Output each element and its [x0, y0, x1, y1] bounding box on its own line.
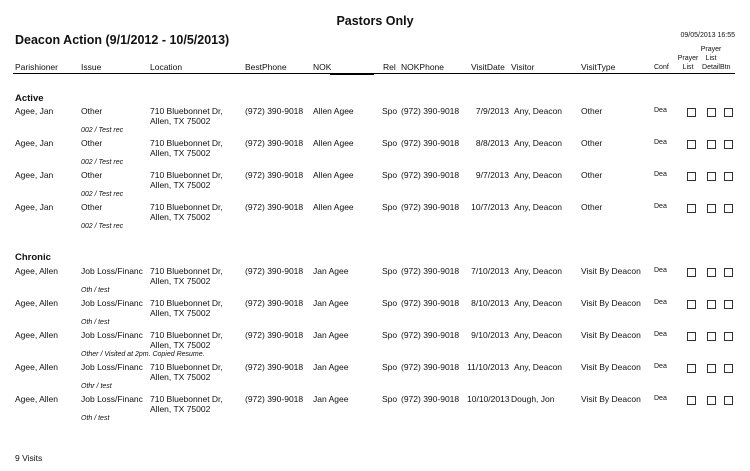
- btn-checkbox[interactable]: [724, 332, 733, 341]
- cell-rel: Spo: [382, 170, 398, 180]
- cell-issue: Job Loss/Financ: [81, 330, 143, 340]
- prayer-list-detail-checkbox[interactable]: [707, 172, 716, 181]
- col-visit-type: VisitType: [581, 62, 616, 72]
- cell-issue: Job Loss/Financ: [81, 266, 143, 276]
- col-prayer-list-detail-line2: List: [705, 55, 717, 62]
- cell-note: 002 / Test rec: [81, 191, 124, 198]
- cell-rel: Spo: [382, 330, 398, 340]
- cell-visit-date: 9/10/2013: [471, 330, 509, 340]
- cell-best-phone: (972) 390-9018: [245, 298, 304, 308]
- cell-nok-phone: (972) 390-9018: [401, 170, 460, 180]
- prayer-list-checkbox[interactable]: [687, 396, 696, 405]
- cell-nok-phone: (972) 390-9018: [401, 266, 460, 276]
- cell-note: 002 / Test rec: [81, 223, 124, 230]
- cell-visitor: Any, Deacon: [514, 266, 563, 276]
- cell-parishioner: Agee, Jan: [15, 106, 54, 116]
- cell-location-line2: Allen, TX 75002: [150, 116, 211, 126]
- cell-location-line1: 710 Bluebonnet Dr,: [150, 202, 223, 212]
- cell-visit-type: Other: [581, 138, 603, 148]
- cell-conf: Dea: [654, 395, 667, 402]
- section-heading-active: Active: [15, 93, 44, 104]
- cell-conf: Dea: [654, 139, 667, 146]
- cell-best-phone: (972) 390-9018: [245, 106, 304, 116]
- cell-issue: Other: [81, 138, 103, 148]
- cell-visitor: Any, Deacon: [514, 138, 563, 148]
- cell-conf: Dea: [654, 267, 667, 274]
- cell-visit-type: Other: [581, 202, 603, 212]
- col-nok: NOK: [313, 62, 332, 72]
- cell-conf: Dea: [654, 299, 667, 306]
- col-visitor: Visitor: [511, 62, 535, 72]
- cell-note: 002 / Test rec: [81, 159, 124, 166]
- cell-location-line1: 710 Bluebonnet Dr,: [150, 394, 223, 404]
- cell-nok: Jan Agee: [313, 362, 349, 372]
- cell-rel: Spo: [382, 266, 398, 276]
- prayer-list-checkbox[interactable]: [687, 108, 696, 117]
- cell-nok-phone: (972) 390-9018: [401, 330, 460, 340]
- cell-location-line2: Allen, TX 75002: [150, 148, 211, 158]
- cell-visit-type: Visit By Deacon: [581, 266, 641, 276]
- cell-location-line2: Allen, TX 75002: [150, 404, 211, 414]
- cell-conf: Dea: [654, 331, 667, 338]
- cell-conf: Dea: [654, 363, 667, 370]
- report-timestamp: 09/05/2013 16:55: [680, 32, 735, 39]
- cell-nok: Jan Agee: [313, 330, 349, 340]
- prayer-list-checkbox[interactable]: [687, 268, 696, 277]
- cell-nok-phone: (972) 390-9018: [401, 106, 460, 116]
- prayer-list-checkbox[interactable]: [687, 204, 696, 213]
- cell-nok: Jan Agee: [313, 394, 349, 404]
- cell-nok-phone: (972) 390-9018: [401, 298, 460, 308]
- btn-checkbox[interactable]: [724, 172, 733, 181]
- cell-best-phone: (972) 390-9018: [245, 202, 304, 212]
- cell-best-phone: (972) 390-9018: [245, 362, 304, 372]
- cell-location-line2: Allen, TX 75002: [150, 340, 211, 350]
- cell-location-line1: 710 Bluebonnet Dr,: [150, 138, 223, 148]
- cell-visit-date: 7/10/2013: [471, 266, 509, 276]
- btn-checkbox[interactable]: [724, 140, 733, 149]
- cell-best-phone: (972) 390-9018: [245, 266, 304, 276]
- cell-conf: Dea: [654, 171, 667, 178]
- cell-visit-type: Other: [581, 170, 603, 180]
- cell-rel: Spo: [382, 394, 398, 404]
- cell-parishioner: Agee, Allen: [15, 266, 59, 276]
- cell-note: Other / Visited at 2pm. Copied Resume.: [81, 351, 205, 358]
- btn-checkbox[interactable]: [724, 108, 733, 117]
- btn-checkbox[interactable]: [724, 396, 733, 405]
- prayer-list-checkbox[interactable]: [687, 172, 696, 181]
- cell-visit-date: 8/8/2013: [475, 138, 509, 148]
- col-visit-date: VisitDate: [471, 62, 505, 72]
- col-best-phone: BestPhone: [245, 62, 287, 72]
- cell-issue: Other: [81, 170, 103, 180]
- prayer-list-checkbox[interactable]: [687, 140, 696, 149]
- btn-checkbox[interactable]: [724, 268, 733, 277]
- cell-rel: Spo: [382, 106, 398, 116]
- col-conf: Conf: [654, 64, 669, 71]
- cell-issue: Other: [81, 202, 103, 212]
- prayer-list-detail-checkbox[interactable]: [707, 140, 716, 149]
- col-issue: Issue: [81, 62, 102, 72]
- cell-conf: Dea: [654, 107, 667, 114]
- cell-location-line1: 710 Bluebonnet Dr,: [150, 298, 223, 308]
- report-subtitle: Deacon Action (9/1/2012 - 10/5/2013): [15, 33, 230, 47]
- cell-nok-phone: (972) 390-9018: [401, 202, 460, 212]
- cell-rel: Spo: [382, 298, 398, 308]
- cell-issue: Other: [81, 106, 103, 116]
- cell-nok-phone: (972) 390-9018: [401, 362, 460, 372]
- section-heading-chronic: Chronic: [15, 252, 51, 263]
- cell-visitor: Any, Deacon: [514, 362, 563, 372]
- cell-rel: Spo: [382, 138, 398, 148]
- cell-conf: Dea: [654, 203, 667, 210]
- cell-nok: Allen Agee: [313, 202, 354, 212]
- col-prayer-list-detail-line1: Prayer: [700, 46, 722, 53]
- cell-note: Oth / test: [81, 319, 110, 326]
- cell-location-line2: Allen, TX 75002: [150, 180, 211, 190]
- cell-visitor: Any, Deacon: [514, 202, 563, 212]
- prayer-list-detail-checkbox[interactable]: [707, 108, 716, 117]
- cell-parishioner: Agee, Jan: [15, 138, 54, 148]
- cell-visit-date: 8/10/2013: [471, 298, 509, 308]
- col-btn: Btn: [720, 64, 731, 71]
- cell-visitor: Dough, Jon: [511, 394, 555, 404]
- cell-location-line1: 710 Bluebonnet Dr,: [150, 362, 223, 372]
- cell-issue: Job Loss/Financ: [81, 298, 143, 308]
- cell-parishioner: Agee, Jan: [15, 170, 54, 180]
- report-title: Pastors Only: [336, 14, 414, 28]
- cell-rel: Spo: [382, 202, 398, 212]
- cell-note: 002 / Test rec: [81, 127, 124, 134]
- cell-parishioner: Agee, Jan: [15, 202, 54, 212]
- prayer-list-detail-checkbox[interactable]: [707, 268, 716, 277]
- cell-visit-date: 11/10/2013: [467, 362, 509, 372]
- col-parishioner: Parishioner: [15, 62, 58, 72]
- cell-note: Othr / test: [81, 383, 112, 390]
- cell-nok: Allen Agee: [313, 106, 354, 116]
- header-divider-accent: [330, 73, 374, 75]
- prayer-list-checkbox[interactable]: [687, 332, 696, 341]
- cell-visit-type: Visit By Deacon: [581, 362, 641, 372]
- cell-nok-phone: (972) 390-9018: [401, 138, 460, 148]
- cell-parishioner: Agee, Allen: [15, 394, 59, 404]
- cell-location-line1: 710 Bluebonnet Dr,: [150, 266, 223, 276]
- cell-visit-date: 10/10/2013: [467, 394, 510, 404]
- cell-visit-type: Visit By Deacon: [581, 298, 641, 308]
- cell-nok: Jan Agee: [313, 298, 349, 308]
- prayer-list-detail-checkbox[interactable]: [707, 332, 716, 341]
- cell-nok-phone: (972) 390-9018: [401, 394, 460, 404]
- cell-best-phone: (972) 390-9018: [245, 138, 304, 148]
- col-prayer-list-detail-line3: Detail: [702, 64, 720, 71]
- prayer-list-detail-checkbox[interactable]: [707, 204, 716, 213]
- cell-visit-type: Other: [581, 106, 603, 116]
- cell-parishioner: Agee, Allen: [15, 362, 59, 372]
- btn-checkbox[interactable]: [724, 364, 733, 373]
- cell-visitor: Any, Deacon: [514, 330, 563, 340]
- btn-checkbox[interactable]: [724, 204, 733, 213]
- visit-count: 9 Visits: [15, 453, 43, 463]
- cell-best-phone: (972) 390-9018: [245, 394, 304, 404]
- col-prayer-list-line2: List: [682, 64, 694, 71]
- cell-nok: Allen Agee: [313, 138, 354, 148]
- col-prayer-list-line1: Prayer: [677, 55, 699, 62]
- cell-location-line1: 710 Bluebonnet Dr,: [150, 170, 223, 180]
- cell-location-line2: Allen, TX 75002: [150, 212, 211, 222]
- cell-visit-type: Visit By Deacon: [581, 394, 641, 404]
- prayer-list-detail-checkbox[interactable]: [707, 396, 716, 405]
- cell-issue: Job Loss/Financ: [81, 362, 143, 372]
- cell-parishioner: Agee, Allen: [15, 298, 59, 308]
- cell-nok: Allen Agee: [313, 170, 354, 180]
- cell-rel: Spo: [382, 362, 398, 372]
- cell-best-phone: (972) 390-9018: [245, 170, 304, 180]
- cell-nok: Jan Agee: [313, 266, 349, 276]
- cell-note: Oth / test: [81, 415, 110, 422]
- cell-visit-date: 7/9/2013: [475, 106, 509, 116]
- col-nok-phone: NOKPhone: [401, 62, 444, 72]
- btn-checkbox[interactable]: [724, 300, 733, 309]
- col-location: Location: [150, 62, 183, 72]
- cell-visit-date: 10/7/2013: [471, 202, 509, 212]
- cell-visit-type: Visit By Deacon: [581, 330, 641, 340]
- cell-location-line2: Allen, TX 75002: [150, 276, 211, 286]
- header-divider: [13, 73, 735, 74]
- cell-visitor: Any, Deacon: [514, 170, 563, 180]
- cell-note: Oth / test: [81, 287, 110, 294]
- prayer-list-checkbox[interactable]: [687, 364, 696, 373]
- prayer-list-detail-checkbox[interactable]: [707, 300, 716, 309]
- cell-location-line1: 710 Bluebonnet Dr,: [150, 106, 223, 116]
- cell-issue: Job Loss/Financ: [81, 394, 143, 404]
- cell-visit-date: 9/7/2013: [475, 170, 509, 180]
- cell-visitor: Any, Deacon: [514, 106, 563, 116]
- cell-parishioner: Agee, Allen: [15, 330, 59, 340]
- cell-visitor: Any, Deacon: [514, 298, 563, 308]
- col-rel: Rel: [383, 62, 396, 72]
- cell-location-line2: Allen, TX 75002: [150, 308, 211, 318]
- cell-best-phone: (972) 390-9018: [245, 330, 304, 340]
- cell-location-line1: 710 Bluebonnet Dr,: [150, 330, 223, 340]
- prayer-list-checkbox[interactable]: [687, 300, 696, 309]
- prayer-list-detail-checkbox[interactable]: [707, 364, 716, 373]
- cell-location-line2: Allen, TX 75002: [150, 372, 211, 382]
